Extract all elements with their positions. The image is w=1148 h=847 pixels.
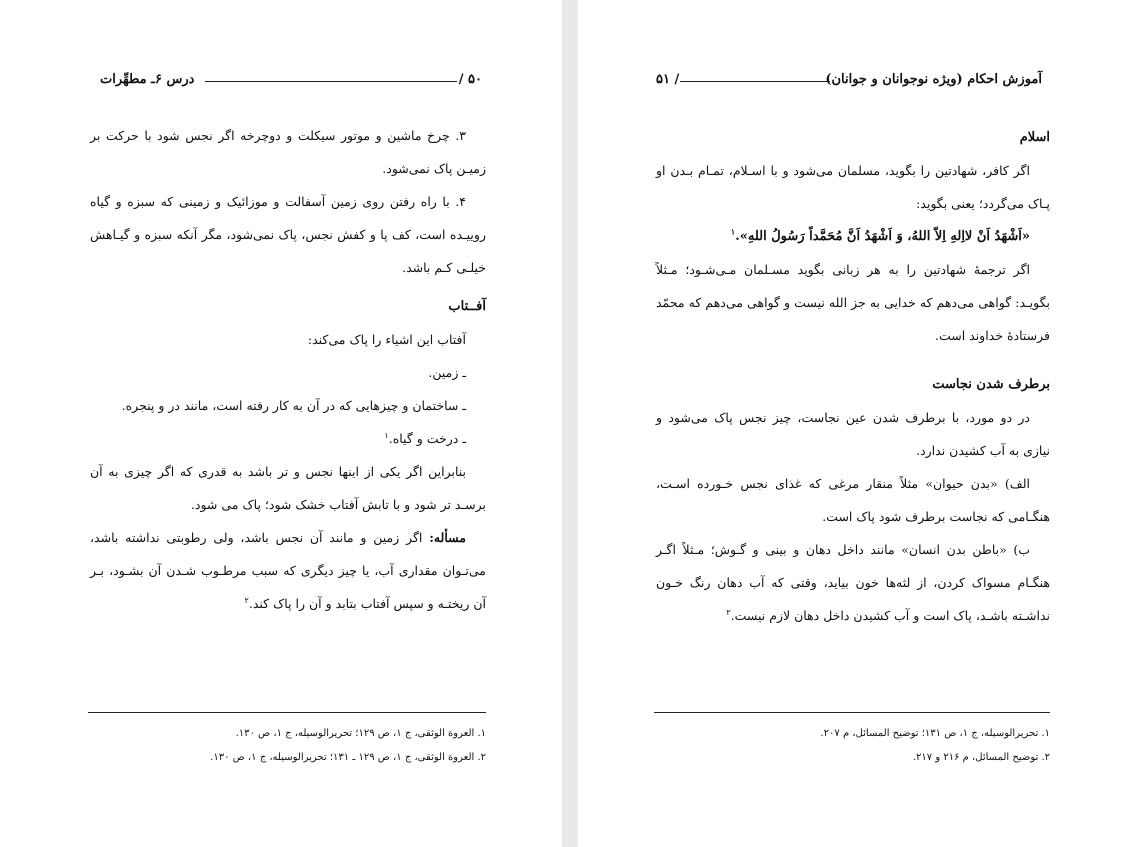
footnote-ref-1[interactable]: ۱ bbox=[384, 430, 389, 440]
footnote-1: ۱. العروة الوثقی، ج ۱، ص ۱۲۹؛ تحریرالوسیله، ج ۱، ص ۱۳۰. bbox=[235, 728, 486, 739]
paragraph-masaleh bbox=[90, 521, 486, 620]
section-heading-islam: اسلام bbox=[1019, 130, 1050, 145]
list-item-earth: ـ زمین. bbox=[428, 365, 466, 380]
left-page-header bbox=[0, 70, 562, 94]
footnote-ref-2[interactable]: ۲ bbox=[726, 607, 731, 617]
paragraph-therefore: بنابراین اگر یکی از اینها نجس و تر باشد به قدری که اگر چیزی به آن برسـد تر شود و با تابش آفتاب خشک شود؛ پاک می شود. bbox=[90, 464, 486, 512]
footnote-2: ۲. توضیح المسائل، م ۲۱۶ و ۲۱۷. bbox=[912, 752, 1050, 763]
left-header-rule bbox=[205, 81, 457, 82]
right-header-rule bbox=[680, 81, 830, 82]
left-page bbox=[0, 0, 562, 847]
left-page-body bbox=[90, 119, 486, 620]
list-item-buildings: ـ ساختمان و چیزهایی که در آن به کار رفته است، مانند در و پنجره. bbox=[121, 398, 466, 413]
paragraph-alef: الف) «بدن حیوان» مثلاً منقار مرغی که غذای نجس خـورده اسـت، هنگـامی که نجاست برطرف شود پاک است. bbox=[656, 476, 1050, 524]
paragraph-be: ب) «باطن بدن انسان» مانند داخل دهان و بینی و گـوش؛ مـثلاً اگـر هنگـام مسواک کردن، از لثه‌ها خون بیاید، وقتی که آب دهان رنگ خـون نداشـته باشـد، پاک است و آب کشیدن داخل دهان لازم نیست.$^۲$ bbox=[656, 542, 1050, 623]
left-footnote-rule bbox=[88, 712, 486, 713]
masaleh-label: مسأله: bbox=[429, 530, 466, 545]
footnote-ref-2[interactable]: ۲ bbox=[244, 595, 249, 605]
left-footnotes bbox=[88, 722, 486, 770]
paragraph-najasat: در دو مورد، با برطرف شدن عین نجاست، چیز نجس پاک می‌شود و نیازی به آب کشیدن ندارد. bbox=[656, 410, 1050, 458]
paragraph-item-3: ۳. چرخ ماشین و موتور سیکلت و دوچرخه اگر نجس شود با حرکت بر زمیـن پاک نمی‌شود. bbox=[90, 128, 486, 176]
left-page-number: ۵۰ / bbox=[458, 72, 482, 87]
shahada-quote: «اَشْهَدُ اَنْ لااِلهِ اِلاّ اللهُ، وَ اَشْهَدُ اَنَّ مُحَمَّداً رَسُولُ اللهِ».$^۱$ bbox=[730, 226, 1030, 244]
sun-intro: آفتاب این اشیاء را پاک می‌کند: bbox=[307, 332, 466, 347]
list-item-trees: ـ درخت و گیاه.$^۱$ bbox=[384, 430, 466, 446]
paragraph-translation: اگر ترجمهٔ شهادتین را به هر زبانی بگوید مسـلمان مـی‌شـود؛ مـثلاً بگویـد: گواهی می‌دهم که خدایی به جز الله نیست و گواهی می‌دهم که محمّد فرستادهٔ خداوند است. bbox=[656, 262, 1050, 343]
right-page-header bbox=[578, 70, 1148, 94]
right-footnote-rule bbox=[654, 712, 1050, 713]
right-footnotes bbox=[654, 722, 1050, 770]
footnote-ref-1[interactable]: ۱ bbox=[730, 226, 736, 237]
paragraph-islam: اگر کافر، شهادتین را بگوید، مسلمان می‌شود و با اسـلام، تمـام بـدن او پـاک می‌گردد؛ یعنی بگوید: bbox=[656, 163, 1050, 211]
left-page-title: درس ۶ـ مطهِّرات bbox=[100, 72, 195, 87]
right-page-body bbox=[656, 121, 1050, 632]
section-heading-sun: آفــتاب bbox=[448, 299, 486, 314]
section-heading-najasat: برطرف شدن نجاست bbox=[932, 377, 1050, 392]
right-page-title: آموزش احکام (ویژه نوجوانان و جوانان) bbox=[825, 72, 1042, 87]
footnote-2: ۲. العروة الوثقی، ج ۱، ص ۱۲۹ ـ ۱۳۱؛ تحریرالوسیله، ج ۱، ص ۱۳۰. bbox=[210, 752, 486, 763]
masaleh-text: اگر زمین و مانند آن نجس باشد، ولی رطوبتی نداشته باشد، می‌تـوان مقداری آب، یا چیز دیگری که سبب مرطـوب شـدن آن بشـود، بـر آن ریختـه و سپس آفتاب بتابد و آن را پاک کند. bbox=[90, 530, 486, 611]
right-page-number: / ۵۱ bbox=[656, 72, 680, 87]
page-gutter bbox=[562, 0, 578, 847]
paragraph-item-4: ۴. با راه رفتن روی زمین آسفالت و موزائیک و زمینی که سبزه و گیاه روییـده است، کف پا و کفش نجس، پاک نمی‌شود، مگر آنکه سبزه و گیـاهش خیلـی کـم باشد. bbox=[90, 194, 486, 275]
right-page bbox=[578, 0, 1148, 847]
footnote-1: ۱. تحریرالوسیله، ج ۱، ص ۱۳۱؛ توضیح المسائل، م ۲۰۷. bbox=[820, 728, 1050, 739]
